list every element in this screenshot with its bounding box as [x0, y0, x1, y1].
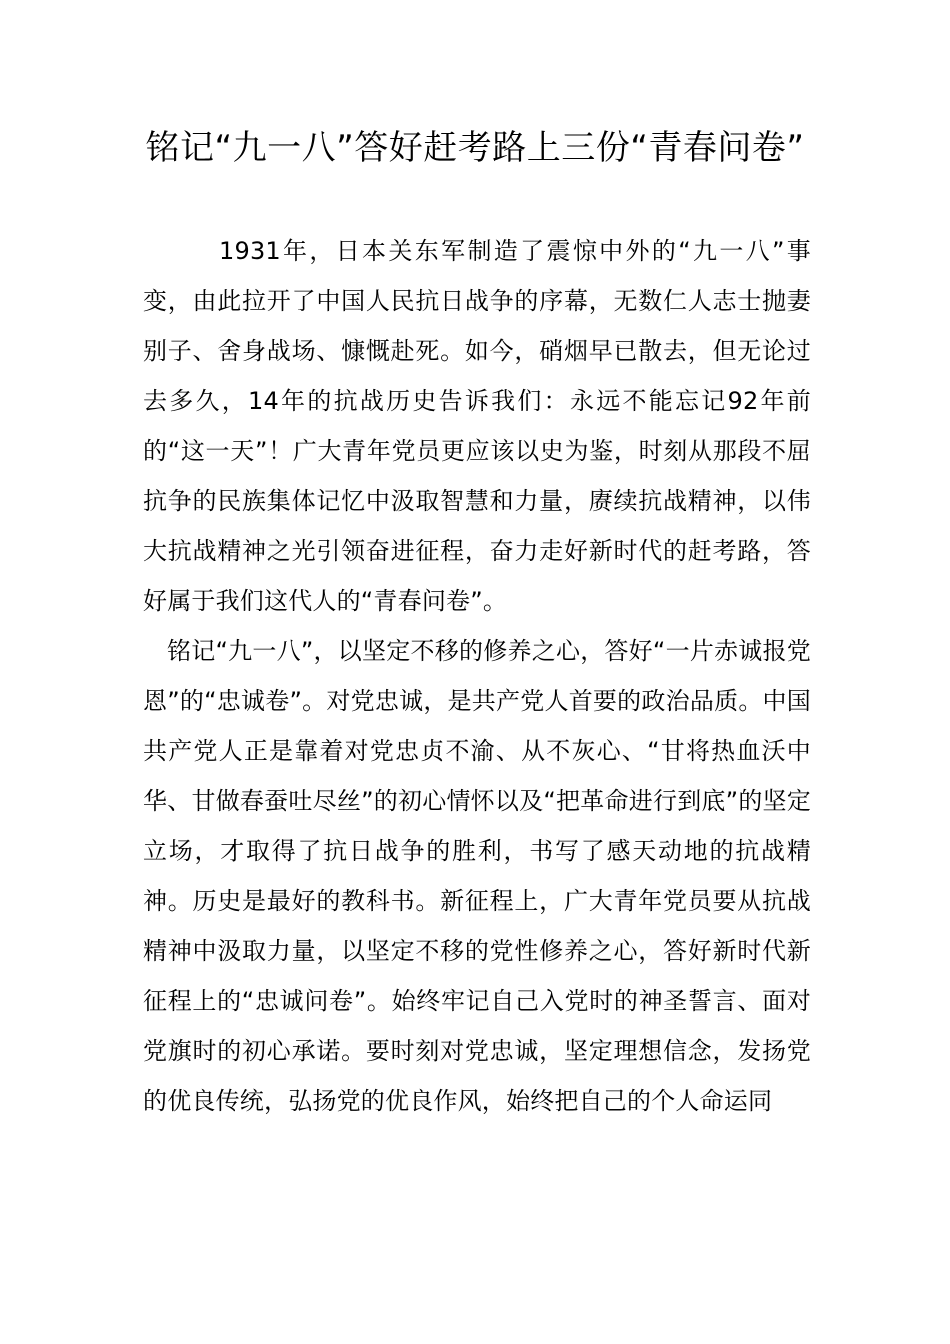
document-title: 铭记“九一八”答好赶考路上三份“青春问卷”: [145, 128, 805, 168]
document-body: [143, 226, 811, 1126]
paragraph-loyalty: 铭记“九一八”，以坚定不移的修养之心，答好“一片赤诚报党恩”的“忠诚卷”。对党忠诚，是共产党人首要的政治品质。中国共产党人正是靠着对党忠贞不渝、从不灰心、“甘将热血沃中华、甘做春蚕吐尽丝”的初心情怀以及“把革命进行到底”的坚定立场，才取得了抗日战争的胜利，书写了感天动地的抗战精神。历史是最好的教科书。新征程上，广大青年党员要从抗战精神中汲取力量，以坚定不移的党性修养之心，答好新时代新征程上的“忠诚问卷”。始终牢记自己入党时的神圣誓言、面对党旗时的初心承诺。要时刻对党忠诚，坚定理想信念，发扬党的优良传统，弘扬党的优良作风，始终把自己的个人命运同: [143, 637, 811, 1115]
paragraph-intro: 1931年，日本关东军制造了震惊中外的“九一八”事变，由此拉开了中国人民抗日战争的序幕，无数仁人志士抛妻别子、舍身战场、慷慨赴死。如今，硝烟早已散去，但无论过去多久，14年的抗战历史告诉我们：永远不能忘记92年前的“这一天”！广大青年党员更应该以史为鉴，时刻从那段不屈抗争的民族集体记忆中汲取智慧和力量，赓续抗战精神，以伟大抗战精神之光引领奋进征程，奋力走好新时代的赶考路，答好属于我们这代人的“青春问卷”。: [143, 237, 811, 615]
